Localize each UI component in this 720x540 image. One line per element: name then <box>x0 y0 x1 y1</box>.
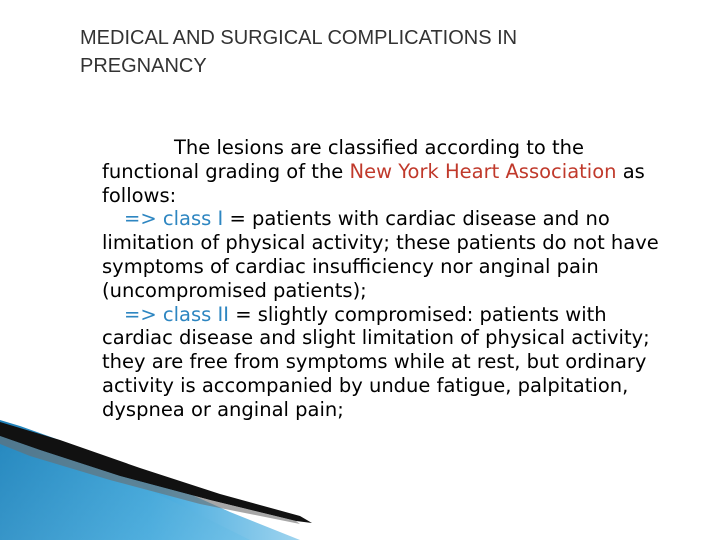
decorative-corner-graphic <box>0 420 720 540</box>
intro-text-before: The lesions are classified according to the functional grading of the <box>102 136 585 183</box>
class-item <box>102 207 682 302</box>
class-description: = patients with cardiac disease and no limitation of physical activity; these patients do not have symptoms of cardiac insufficiency nor anginal pain (uncompromised patients); <box>102 207 659 302</box>
class-description: = slightly compromised: patients with cardiac disease and slight limitation of physical activity; they are free from symptoms while at rest, but ordinary activity is accompanied by undue fatigue, palpitation, dyspnea or anginal pain; <box>102 302 650 421</box>
class-label: class II <box>162 302 229 326</box>
class-item <box>102 303 682 422</box>
slide-title: MEDICAL AND SURGICAL COMPLICATIONS IN PREGNANCY <box>80 27 518 77</box>
nyha-highlight: New York Heart Association <box>349 159 617 183</box>
intro-text-after: as follows: <box>102 159 645 207</box>
arrow-marker: => <box>124 302 157 326</box>
class-label: class I <box>162 207 224 231</box>
intro-paragraph <box>102 136 682 207</box>
slide-body <box>102 136 682 422</box>
arrow-marker: => <box>124 207 157 231</box>
